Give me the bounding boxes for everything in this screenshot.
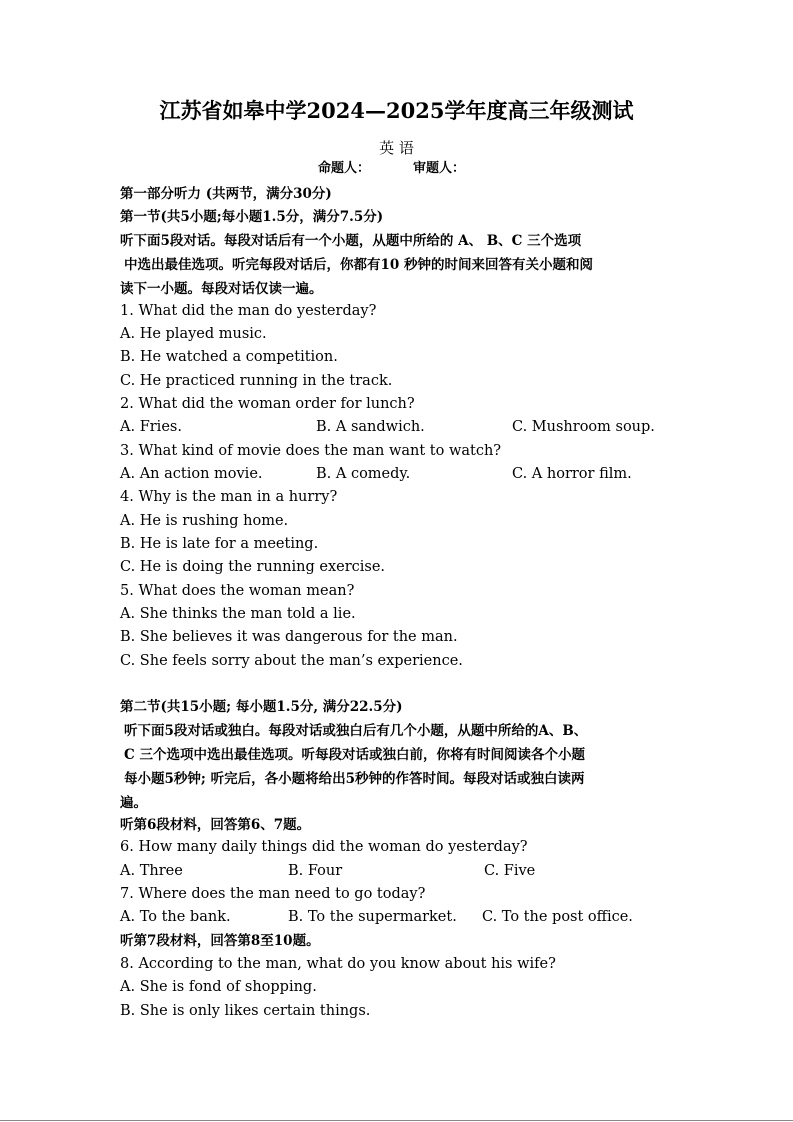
exam-title: 江苏省如皋中学2024—2025学年度高三年级测试 <box>159 98 634 123</box>
question-5-option-a: A. She thinks the man told a lie. <box>120 606 356 622</box>
question-2-option-a: A. Fries. <box>120 419 182 435</box>
question-2-option-c: C. Mushroom soup. <box>512 419 655 435</box>
question-5-stem: 5. What does the woman mean? <box>120 583 355 599</box>
question-1-option-c: C. He practiced running in the track. <box>120 373 393 389</box>
subject-label: 英 语 <box>379 139 414 157</box>
section1-instruction-line: 读下一小题。每段对话仅读一遍。 <box>120 281 323 297</box>
question-1-option-a: A. He played music. <box>120 326 267 342</box>
question-7-option-a: A. To the bank. <box>120 909 231 925</box>
question-8-option-a: A. She is fond of shopping. <box>120 979 317 995</box>
question-4-option-b: B. He is late for a meeting. <box>120 536 319 552</box>
material-6-heading: 听第6段材料，回答第6、7题。 <box>120 817 311 833</box>
section1-instruction-line: 听下面5段对话。每段对话后有一个小题，从题中所给的 A、 B、C 三个选项 <box>120 233 582 249</box>
material-7-heading: 听第7段材料，回答第8至10题。 <box>120 933 320 949</box>
question-7-stem: 7. Where does the man need to go today? <box>120 886 426 902</box>
question-1-option-b: B. He watched a competition. <box>120 349 338 365</box>
section2-instruction-line: 听下面5段对话或独白。每段对话或独白后有几个小题，从题中所给的A、B、 <box>124 723 588 739</box>
question-3-stem: 3. What kind of movie does the man want to watch? <box>120 443 502 459</box>
question-6-option-c: C. Five <box>484 863 536 879</box>
question-5-option-b: B. She believes it was dangerous for the man. <box>120 629 458 645</box>
section1-heading: 第一节(共5小题;每小题1.5分，满分7.5分) <box>120 209 384 225</box>
question-7-option-b: B. To the supermarket. <box>288 909 457 925</box>
question-1-stem: 1. What did the man do yesterday? <box>120 303 377 319</box>
section2-instruction-line: C 三个选项中选出最佳选项。听每段对话或独白前，你将有时间阅读各个小题 <box>124 747 585 763</box>
question-6-option-a: A. Three <box>120 863 183 879</box>
section1-instruction-line: 中选出最佳选项。听完每段对话后，你都有10 秒钟的时间来回答有关小题和阅 <box>124 257 593 273</box>
question-3-option-c: C. A horror film. <box>512 466 632 482</box>
question-6-option-b: B. Four <box>288 863 343 879</box>
question-7-option-c: C. To the post office. <box>482 909 633 925</box>
question-8-stem: 8. According to the man, what do you know about his wife? <box>120 956 556 972</box>
question-8-option-b: B. She is only likes certain things. <box>120 1003 371 1019</box>
question-4-option-a: A. He is rushing home. <box>120 513 289 529</box>
question-5-option-c: C. She feels sorry about the man’s experience. <box>120 653 463 669</box>
section2-instruction-line: 遍。 <box>120 795 147 811</box>
question-2-option-b: B. A sandwich. <box>316 419 425 435</box>
page-bottom-divider <box>0 1120 793 1121</box>
question-3-option-b: B. A comedy. <box>316 466 411 482</box>
part1-heading: 第一部分听力 (共两节，满分30分) <box>120 186 332 202</box>
section2-instruction-line: 每小题5秒钟; 听完后，各小题将给出5秒钟的作答时间。每段对话或独白读两 <box>124 771 585 787</box>
question-6-stem: 6. How many daily things did the woman do yesterday? <box>120 839 528 855</box>
setter-label: 命题人： <box>318 161 371 176</box>
question-4-option-c: C. He is doing the running exercise. <box>120 559 386 575</box>
question-2-stem: 2. What did the woman order for lunch? <box>120 396 415 412</box>
question-4-stem: 4. Why is the man in a hurry? <box>120 489 338 505</box>
question-3-option-a: A. An action movie. <box>120 466 263 482</box>
reviewer-label: 审题人： <box>413 161 466 176</box>
section2-heading: 第二节(共15小题; 每小题1.5分, 满分22.5分) <box>120 699 403 715</box>
